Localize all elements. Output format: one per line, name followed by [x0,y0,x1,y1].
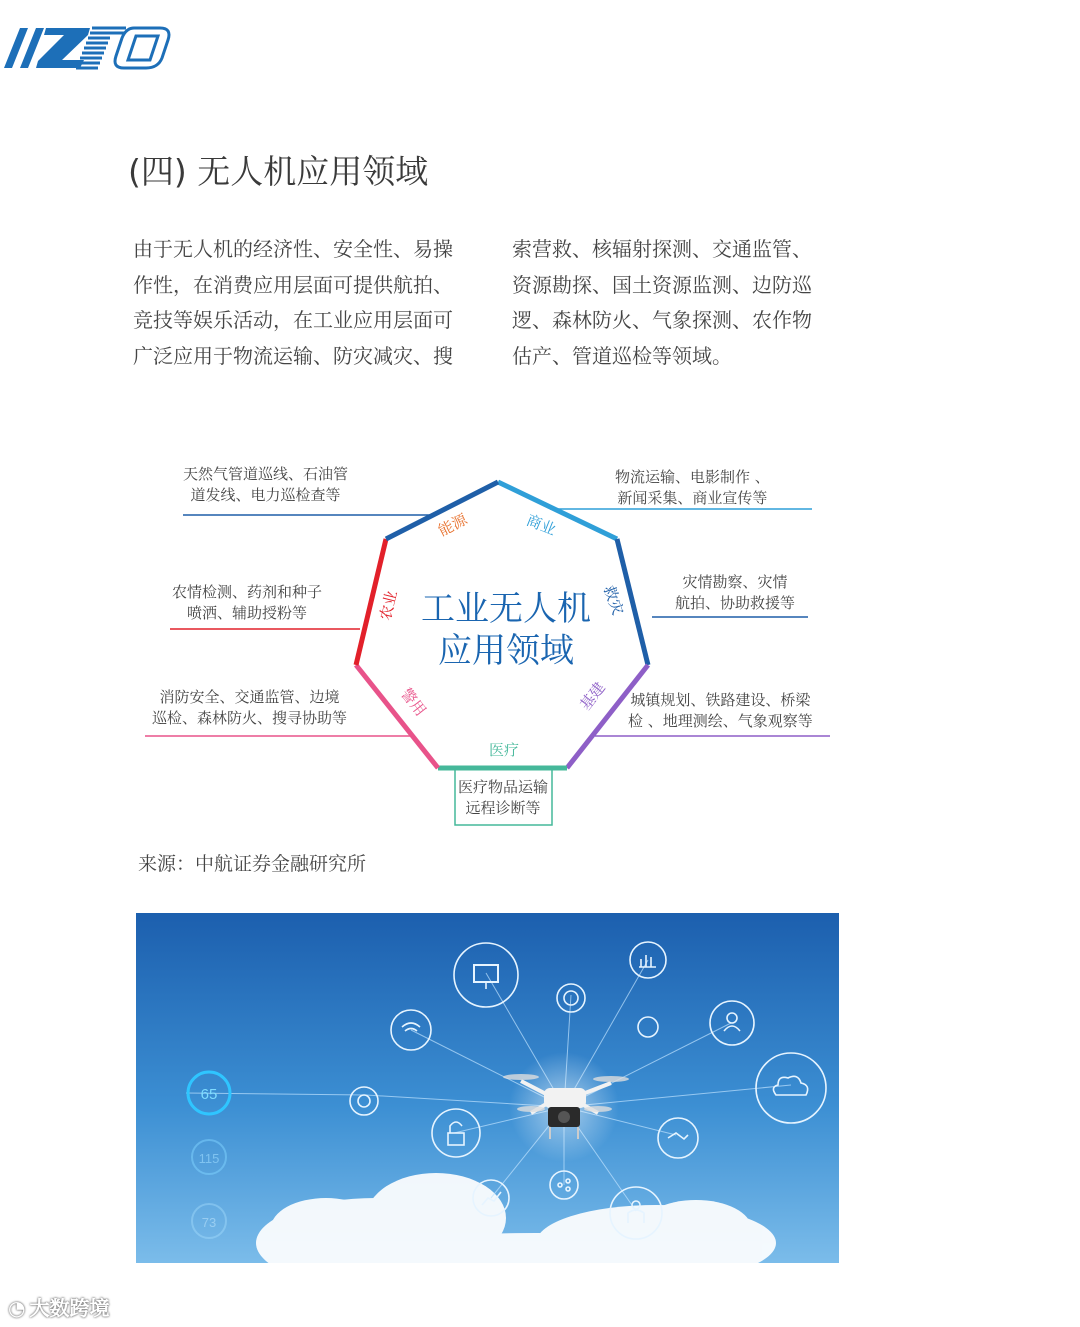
desc-line: 城镇规划、铁路建设、桥梁 [630,691,811,709]
section-title: (四) 无人机应用领域 [128,152,429,191]
desc-line: 航拍、协助救援等 [675,594,796,612]
side-label-police: 警用 [397,684,430,720]
desc-line: 新闻采集、商业宣传等 [617,489,768,507]
gauge-value-1: 65 [200,1086,218,1103]
watermark-logo-icon: ◔ [8,1296,26,1320]
watermark-text: 大数跨境 [29,1296,110,1320]
desc-line: 消防安全、交通监管、边境 [159,688,340,706]
paragraph-line: 逻、森林防火、气象探测、农作物 [512,308,812,332]
desc-line: 农情检测、药剂和种子 [172,583,323,601]
paragraph-line: 由于无人机的经济性、安全性、易操 [133,237,453,261]
paragraph-line: 资源勘探、国土资源监测、边防巡 [512,272,812,297]
center-title-line: 工业无人机 [421,589,591,629]
body-paragraph-left [133,232,483,374]
desc-line: 物流运输、电影制作 、 [615,468,770,486]
desc-line: 医疗物品运输 [458,778,549,796]
desc-police [152,687,347,729]
paragraph-line: 估产、管道巡检等领域。 [512,343,732,368]
zto-logo [0,22,175,74]
side-commerce [498,482,617,539]
desc-line: 灾情勘察、灾情 [682,573,788,591]
desc-medical [458,777,548,819]
side-label-commerce: 商业 [523,511,559,540]
side-label-energy: 能源 [435,510,471,540]
desc-line: 远程诊断等 [465,799,541,817]
diagram-center-title [408,588,604,672]
paragraph-line: 作性，在消费应用层面可提供航拍、 [133,272,453,297]
gauge-value-2: 115 [198,1151,220,1166]
paragraph-line: 索营救、核辐射探测、交通监管、 [512,237,812,261]
drone-illustration [136,913,839,1263]
side-label-rescue: 救灾 [599,583,628,618]
desc-commerce [615,467,770,509]
desc-line: 喷洒、辅助授粉等 [187,604,308,622]
paragraph-line: 竞技等娱乐活动，在工业应用层面可 [133,308,453,332]
desc-line: 巡检、森林防火、搜寻协助等 [152,709,348,727]
source-note: 来源：中航证券金融研究所 [138,853,367,875]
paragraph-line: 广泛应用于物流运输、防灾减灾、搜 [133,343,453,368]
desc-line: 检 、地理测绘、气象观察等 [628,712,813,730]
watermark [8,1292,109,1321]
application-fields-diagram [140,460,840,840]
side-label-infrastructure: 基建 [576,678,609,714]
drone-network-image [136,913,839,1263]
desc-line: 道发线、电力巡检查等 [190,486,341,504]
desc-rescue [675,572,795,614]
desc-agriculture [172,582,322,624]
body-paragraph-right [512,232,862,374]
side-label-agriculture: 农业 [376,588,401,623]
side-police [356,665,438,768]
desc-line: 天然气管道巡线、石油管 [183,465,349,483]
desc-infrastructure [628,690,813,732]
side-label-medical: 医疗 [489,741,520,759]
desc-energy [183,464,348,506]
center-title-line: 应用领域 [438,631,574,671]
gauge-value-3: 73 [201,1215,217,1230]
